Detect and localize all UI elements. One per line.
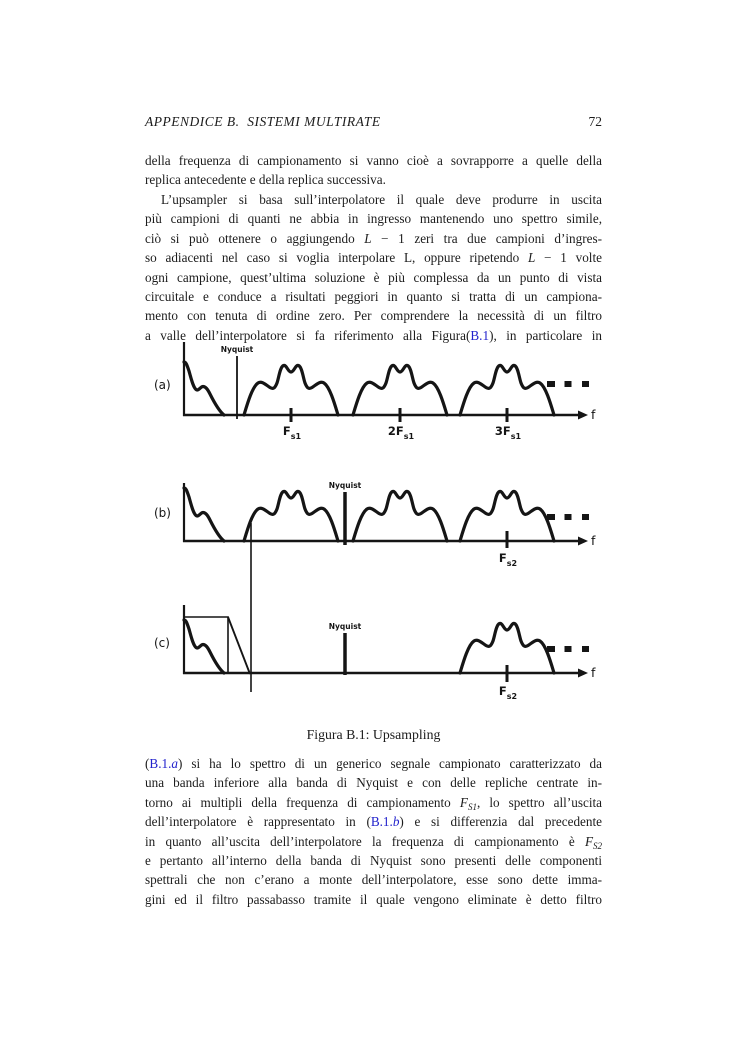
subplot-c — [154, 605, 596, 701]
subplot-tag: (c) — [154, 636, 170, 650]
text-segment: in quanto all’uscita dell’interpolatore la frequenza di campionamento è — [145, 833, 585, 849]
text-segment: − 1 zeri tra due campioni d’ingres- — [371, 230, 602, 246]
text-line — [145, 287, 602, 306]
nyquist-label: Nyquist — [328, 622, 362, 631]
ellipsis-dots-icon — [547, 646, 589, 652]
text-line — [145, 870, 602, 889]
text-line — [145, 248, 602, 267]
baseband-spectrum — [184, 620, 224, 673]
spectral-replica — [244, 491, 338, 541]
paragraph-1 — [145, 151, 602, 190]
axis-label-f: f — [591, 407, 596, 422]
text-segment: gini ed il filtro passabasso tramite il quale vengono eliminate è detto filtro — [145, 891, 602, 907]
ref-link[interactable]: B.1. — [370, 814, 393, 830]
text-segment: della frequenza di campionamento si vanno cioè a sovrapporre a quelle della — [145, 153, 602, 168]
ref-link[interactable]: b — [392, 814, 400, 830]
text-line — [145, 832, 602, 851]
text-line — [145, 773, 602, 792]
text-line — [145, 793, 602, 812]
text-segment: L’upsampler si basa sull’interpolatore il quale deve produrre in uscita — [161, 192, 602, 207]
axis-label-f: f — [591, 665, 596, 680]
text-line — [145, 170, 602, 189]
text-line — [145, 851, 602, 870]
page-number: 72 — [588, 114, 602, 129]
nyquist-label: Nyquist — [328, 481, 362, 490]
text-segment: − 1 volte — [535, 250, 602, 266]
text-line — [145, 268, 602, 287]
ellipsis-dots-icon — [547, 381, 589, 387]
tick-label: $F_{s2}$ — [498, 684, 518, 701]
text-segment: torno ai multipli della frequenza di campionamento — [145, 794, 460, 810]
figure-caption: Figura B.1: Upsampling — [306, 727, 441, 742]
text-segment: ciò si può ottenere o aggiungendo — [145, 230, 365, 246]
text-segment: dell’interpolatore è rappresentato in ( — [145, 814, 371, 830]
text-line — [145, 229, 602, 248]
subplot-b — [154, 481, 596, 692]
text-segment: circuitale e conduce a risultati peggiori in quanto si tratta di un campiona- — [145, 288, 602, 304]
text-line — [145, 812, 602, 831]
filter-transition — [228, 617, 250, 674]
text-segment: , lo spettro all’uscita — [476, 794, 602, 810]
text-segment: mento con tenuta di ordine zero. Per comprendere la necessità di un filtro — [145, 308, 602, 324]
text-segment: e pertanto all’interno della banda di Nyquist sono presenti delle componenti — [145, 852, 602, 868]
baseband-spectrum — [184, 488, 224, 541]
text-segment: S1 — [467, 801, 477, 812]
text-line — [145, 151, 602, 170]
text-segment: F — [584, 833, 593, 849]
text-segment: ( — [145, 756, 150, 771]
subplot-tag: (b) — [154, 506, 171, 520]
figure-upsampling — [140, 338, 618, 716]
text-segment: so adiacenti nel caso si voglia interpolare L, oppure ripetendo — [145, 250, 528, 266]
tick-label: $2F_{s1}$ — [387, 424, 415, 441]
ref-link[interactable]: B.1 — [470, 327, 490, 343]
text-line — [145, 209, 602, 228]
spectral-replica — [460, 365, 554, 415]
ref-link[interactable]: a — [171, 756, 178, 771]
text-segment: più campioni di quanti ne abbia in ingresso mantenendo uno spettro simile, — [145, 211, 602, 227]
paragraph-2 — [145, 190, 602, 345]
axis-label-f: f — [591, 533, 596, 548]
spectral-replica — [244, 365, 338, 415]
text-line — [145, 190, 602, 209]
text-segment: a valle dell’interpolatore si fa riferimento alla Figura( — [145, 327, 471, 343]
baseband-spectrum — [184, 362, 224, 415]
text-segment: una banda inferiore alla banda di Nyquist e con delle repliche centrate in- — [145, 775, 602, 791]
spectral-replica — [353, 491, 447, 541]
text-line — [145, 890, 602, 909]
running-header-title: APPENDICE B. SISTEMI MULTIRATE — [145, 114, 381, 129]
tick-label: $F_{s1}$ — [282, 424, 302, 441]
tick-label: $F_{s2}$ — [498, 551, 518, 568]
spectral-replica — [353, 365, 447, 415]
text-segment: L — [364, 230, 372, 246]
text-segment: S2 — [593, 840, 602, 851]
text-segment: L — [528, 250, 536, 266]
text-segment: ) e si differenzia dal precedente — [399, 814, 602, 830]
ellipsis-dots-icon — [547, 514, 589, 520]
tick-label: $3F_{s1}$ — [494, 424, 522, 441]
text-line — [145, 306, 602, 325]
paragraph-3 — [145, 754, 602, 909]
axis-arrow-icon — [578, 537, 588, 546]
text-segment: F — [459, 794, 468, 810]
text-segment: ), in particolare in — [489, 327, 602, 343]
axis-arrow-icon — [578, 669, 588, 678]
nyquist-label: Nyquist — [220, 345, 254, 354]
text-segment: ogni campione, quest’ultima soluzione è più complessa da un punto di vista — [145, 269, 602, 285]
text-segment: replica antecedente e della replica successiva. — [145, 172, 386, 188]
text-segment: ) si ha lo spettro di un generico segnale campionato caratterizzato da — [177, 756, 602, 771]
ref-link[interactable]: B.1. — [149, 756, 172, 771]
subplot-a — [154, 342, 596, 441]
subplot-tag: (a) — [154, 378, 171, 392]
text-line — [145, 754, 602, 773]
axis-arrow-icon — [578, 411, 588, 420]
text-segment: spettrali che non c’erano a monte dell’interpolatore, esse sono dette imma- — [145, 872, 602, 888]
